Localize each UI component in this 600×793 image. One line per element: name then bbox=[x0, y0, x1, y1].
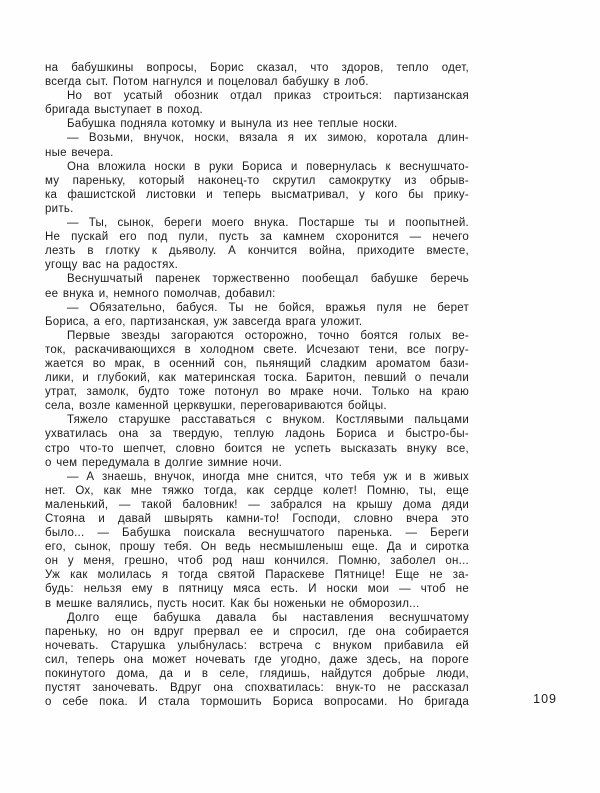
text-line: Первые звезды загораются осторожно, точно боятся голых ве- bbox=[67, 329, 469, 342]
text-line: — Возьми, внучок, носки, вязала я их зимою, коротала длин- bbox=[67, 132, 469, 145]
text-line: ток, раскачивающихся в холодном свете. Исчезают тени, все погру- bbox=[45, 343, 469, 356]
text-line: лики, и глубокий, как материнская тоска. Баритон, певший о печали bbox=[45, 372, 469, 385]
text-line: нет. Ох, как мне тяжко тогда, как сердце колет! Помню, ты, еще bbox=[45, 484, 469, 497]
text-line: всегда сыт. Потом нагнулся и поцеловал бабушку в лоб. bbox=[45, 76, 369, 89]
text-line: — Ты, сынок, береги моего внука. Постарше ты и поопытней. bbox=[67, 217, 469, 230]
text-line: Бабушка подняла котомку и вынула из нее теплые носки. bbox=[67, 118, 398, 131]
text-line: Бориса, а его, партизанская, уж завсегда врага уложит. bbox=[45, 315, 363, 328]
text-line: ные вечера. bbox=[45, 146, 114, 159]
text-line: о себе пока. И стала тормошить Бориса вопросами. Но бригада bbox=[45, 696, 469, 709]
page-text bbox=[45, 61, 469, 709]
text-line: Долго еще бабушка давала бы наставления веснушчатому bbox=[67, 611, 469, 624]
text-line: ее внука и, немного помолчав, добавил: bbox=[45, 287, 276, 300]
text-line: будь: нельзя ему в пятницу мяса есть. И носки мои — чтоб не bbox=[45, 583, 469, 596]
text-line: — Обязательно, бабуся. Ты не бойся, вражья пуля не берет bbox=[67, 301, 469, 314]
text-line: пустят заночевать. Вдруг она спохватилась: внук-то не рассказал bbox=[45, 682, 469, 695]
text-line: лезть в глотку к дьяволу. А кончится война, приходите вместе, bbox=[45, 245, 469, 258]
text-line: жается во мрак, в осенний сон, пьянящий сладким ароматом бази- bbox=[45, 357, 469, 370]
text-line: Но вот усатый обозник отдал приказ строиться: партизанская bbox=[67, 90, 469, 103]
text-line: Она вложила носки в руки Бориса и повернулась к веснушчато- bbox=[67, 160, 469, 173]
text-line: села, возле каменной церквушки, переговариваются бойцы. bbox=[45, 400, 387, 413]
text-line: бригада выступает в поход. bbox=[45, 104, 203, 117]
text-line: ночевать. Старушка улыбнулась: встреча с внуком прибавила ей bbox=[45, 639, 469, 652]
text-line: пареньку, но он вдруг прервал ее и спросил, где она собирается bbox=[45, 625, 469, 638]
text-line: угощу вас на радостях. bbox=[45, 259, 179, 272]
text-line: о чем передумала в долгие зимние ночи. bbox=[45, 456, 283, 469]
text-line: Уж как молилась я тогда святой Параскеве Пятнице! Еще не за- bbox=[45, 569, 469, 582]
text-line: му пареньку, который наконец-то скрутил самокрутку из обрыв- bbox=[45, 174, 469, 187]
text-line: было... — Бабушка поискала веснушчатого паренька. — Береги bbox=[45, 527, 469, 540]
text-line: Не пускай его под пули, пусть за камнем схоронится — нечего bbox=[45, 231, 469, 244]
text-line: покинутого дома, да и в селе, глядишь, найдутся добрые люди, bbox=[45, 668, 469, 681]
text-line: утрат, замолк, будто тоже потонул во мраке ночи. Только на краю bbox=[45, 386, 469, 399]
text-line: — А знаешь, внучок, иногда мне снится, что тебя уж и в живых bbox=[67, 470, 469, 483]
text-line: Веснушчатый паренек торжественно пообещал бабушке беречь bbox=[67, 273, 469, 286]
text-line: ка фашистской листовки и теперь высматривал, у кого бы прику- bbox=[45, 188, 469, 201]
page-number: 109 bbox=[533, 692, 557, 706]
text-line: стро что-то шепчет, словно боится не успеть высказать внуку все, bbox=[45, 442, 469, 455]
text-line: его, сынок, прошу тебя. Он ведь несмышленыш еще. Да и сиротка bbox=[45, 541, 469, 554]
text-line: в мешке валялись, пусть носит. Как бы ноженьки не обморозил... bbox=[45, 597, 420, 610]
text-line: Стояна и давай швырять камни-то! Господи, словно вчера это bbox=[45, 513, 469, 525]
text-line: на бабушкины вопросы, Борис сказал, что здоров, тепло одет, bbox=[45, 62, 469, 74]
text-line: рить. bbox=[45, 202, 74, 215]
text-line: он у меня, грешно, чтоб род наш кончился. Помню, заболел он... bbox=[45, 555, 469, 568]
text-line: сил, теперь она может ночевать где угодно, даже здесь, на пороге bbox=[45, 653, 469, 666]
text-line: ухватилась она за твердую, теплую ладонь Бориса и быстро-бы- bbox=[45, 428, 469, 441]
text-line: маленький, — такой баловник! — забрался на крышу дома дяди bbox=[45, 498, 469, 511]
text-line: Тяжело старушке расставаться с внуком. Костлявыми пальцами bbox=[67, 414, 469, 427]
